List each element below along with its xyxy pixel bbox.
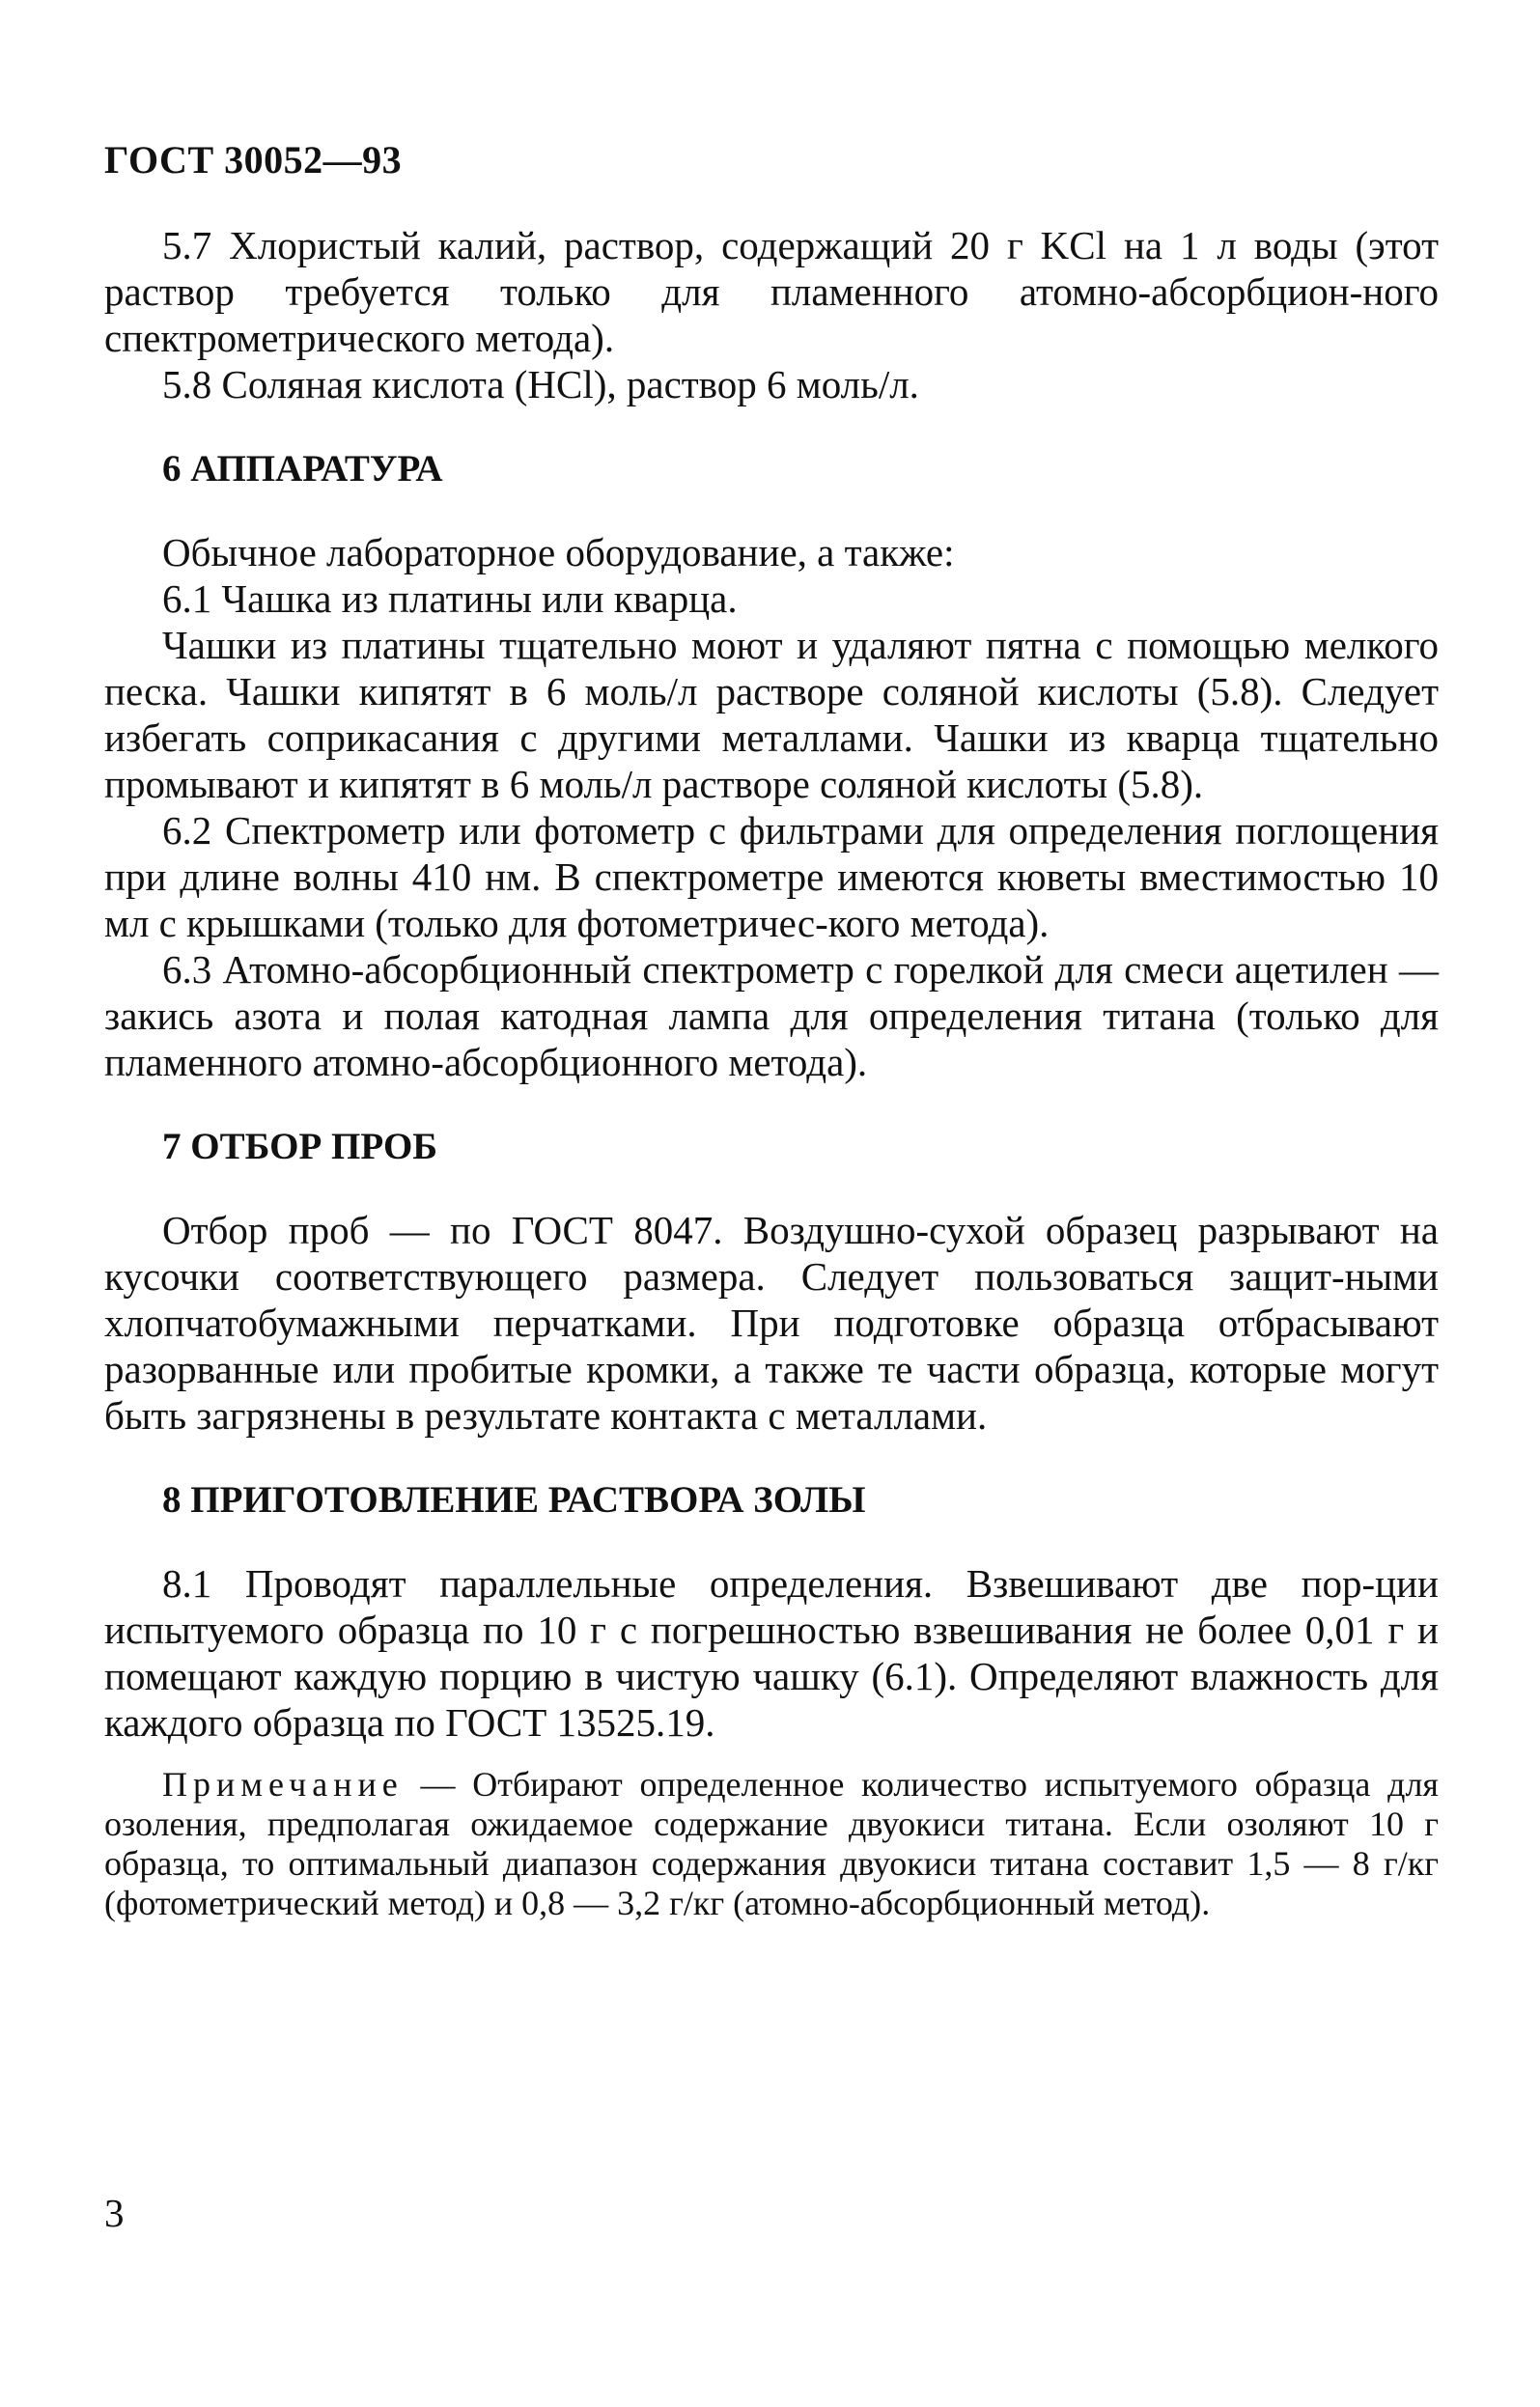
paragraph-6-3: 6.3 Атомно-абсорбционный спектрометр с горелкой для смеси ацетилен — закись азота и полая катодная лампа для определения титана (только для пламенного атомно-абсорбционного метода). — [104, 947, 1439, 1084]
note-text: — Отбирают определенное количество испытуемого образца для озоления, предполагая ожидаемое содержание двуокиси титана. Если озоляют 10 г образца, то оптимальный диапазон содержания двуокиси титана составит 1,5 — 8 г/кг (фотометрический метод) и 0,8 — 3,2 г/кг (атомно-абсорбционный метод). — [104, 1765, 1439, 1922]
section-heading-8: 8 ПРИГОТОВЛЕНИЕ РАСТВОРА ЗОЛЫ — [162, 1479, 866, 1521]
note — [104, 1765, 1439, 1923]
paragraph-6-2: 6.2 Спектрометр или фотометр с фильтрами для определения поглощения при длине волны 410 нм. В спектрометре имеются кюветы вместимостью 10 мл с крышками (только для фотометричес-кого метода). — [104, 808, 1439, 945]
document-body — [104, 222, 1439, 1923]
paragraph-6-intro: Обычное лабораторное оборудование, а также: — [162, 530, 955, 574]
paragraph-8-1: 8.1 Проводят параллельные определения. Взвешивают две пор-ции испытуемого образца по 10 г с погрешностью взвешивания не более 0,01 г и помещают каждую порцию в чистую чашку (6.1). Определяют влажность для каждого образца по ГОСТ 13525.19. — [104, 1561, 1439, 1745]
note-label: Примечание — [162, 1765, 404, 1804]
paragraph-6-1: 6.1 Чашка из платины или кварца. — [162, 576, 738, 621]
paragraph-6-1-text: Чашки из платины тщательно моют и удаляют пятна с помощью мелкого песка. Чашки кипятят в 6 моль/л растворе соляной кислоты (5.8). Следует избегать соприкасания с другими металлами. Чашки из кварца тщательно промывают и кипятят в 6 моль/л растворе соляной кислоты (5.8). — [104, 623, 1439, 806]
page-number: 3 — [104, 2191, 125, 2235]
paragraph-7: Отбор проб — по ГОСТ 8047. Воздушно-сухой образец разрывают на кусочки соответствующего размера. Следует пользоваться защит-ными хлопчатобумажными перчатками. При подготовке образца отбрасывают разорванные или пробитые кромки, а также те части образца, которые могут быть загрязнены в результате контакта с металлами. — [104, 1208, 1439, 1438]
section-heading-7: 7 ОТБОР ПРОБ — [162, 1126, 438, 1167]
document-code: ГОСТ 30052—93 — [104, 138, 403, 182]
paragraph-5-7: 5.7 Хлористый калий, раствор, содержащий 20 г KCl на 1 л воды (этот раствор требуется только для пламенного атомно-абсорбцион-ного спектрометрического метода). — [104, 223, 1439, 360]
paragraph-5-8: 5.8 Соляная кислота (HCl), раствор 6 моль/л. — [162, 362, 919, 406]
section-heading-6: 6 АППАРАТУРА — [162, 448, 443, 490]
